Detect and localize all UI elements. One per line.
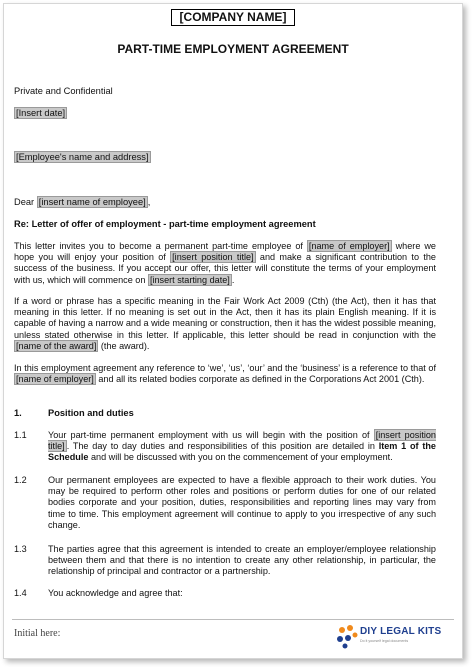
p2-text-2: (the award).	[98, 340, 150, 351]
private-confidential: Private and Confidential	[14, 86, 113, 96]
clause-number: 1.2	[14, 475, 27, 485]
p1-text-4: .	[231, 274, 235, 285]
employee-name-address-field[interactable]: [Employee's name and address]	[16, 152, 149, 162]
employer-name-field[interactable]: [name of employer]	[308, 241, 390, 251]
definitions-paragraph	[14, 296, 436, 352]
p3-text-1: In this employment agreement any reference to ‘we’, ‘us’, ‘our’ and the ‘business’ is a reference to that of	[14, 363, 436, 373]
c11-text-2: . The day to day duties and responsibilities of this position are detailed in	[66, 441, 379, 452]
clause-number: 1.3	[14, 544, 27, 554]
clause-body: You acknowledge and agree that:	[48, 588, 183, 598]
re-line: Re: Letter of offer of employment - part-time employment agreement	[14, 219, 316, 229]
section-1-title: Position and duties	[48, 408, 134, 418]
c11-text-1: Your part-time permanent employment with us will begin with the position of	[48, 430, 374, 440]
clause-body: The parties agree that this agreement is intended to create an employer/employee relationship between them and that there is no intention to create any other relationship, in particular, the relationship of principal and contractor or a partnership.	[48, 544, 436, 577]
p2-text-1: If a word or phrase has a specific meaning in the Fair Work Act 2009 (Cth) (the Act), then it has that meaning in this letter. If no meaning is set out in the Act, then it has its plain English meaning. If it is capable of having a narrow and a wide meaning or construction, then it has the widest possible meaning, unless stated otherwise in this letter. If applicable, this letter should be read in conjunction with the	[14, 296, 436, 340]
position-title-field[interactable]: [insert position title]	[172, 252, 254, 263]
insert-date-field[interactable]: [Insert date]	[16, 108, 66, 118]
diy-legal-kits-logo	[334, 621, 460, 651]
intro-paragraph	[14, 241, 436, 286]
employer-name-field-2[interactable]: [name of employer]	[16, 374, 94, 385]
c11-text-3: and will be discussed with you on the commencement of your employment.	[88, 452, 393, 463]
initial-here-label: Initial here:	[14, 628, 61, 639]
clause-body	[48, 430, 436, 464]
clause-number: 1.4	[14, 588, 27, 598]
document-page	[3, 3, 463, 659]
footer-divider	[12, 619, 454, 620]
salutation	[14, 197, 150, 207]
employee-name-field[interactable]: [insert name of employee]	[38, 197, 146, 207]
logo-tagline: Do it yourself legal documents	[360, 639, 409, 643]
p1-text-2: where we hope you will enjoy your position of	[14, 241, 436, 263]
company-name-field[interactable]: [COMPANY NAME]	[171, 9, 295, 26]
clause-body: Our permanent employees are expected to have a flexible approach to their work duties. You may be required to perform other roles and positions or perform duties for one of our related bodies corporate and your position, duties, responsibilities and reporting lines may vary from time to time. This employment agreement will continue to apply to you irrespective of any such change.	[48, 475, 436, 530]
p3-text-2: and all its related bodies corporate as defined in the Corporations Act 2001 (Cth).	[95, 374, 425, 385]
diy-legal-kits-logo-icon	[334, 621, 360, 651]
starting-date-field[interactable]: [insert starting date]	[149, 274, 230, 285]
award-name-field[interactable]: [name of the award]	[16, 340, 97, 351]
c11-schedule-ref: Item 1 of the Schedule	[48, 441, 436, 463]
date-line	[14, 108, 67, 118]
position-title-field-2[interactable]: [insert position title]	[48, 430, 436, 452]
p1-text-3: and make a significant contribution to the success of the business. If you accept our offer, this letter will constitute the terms of your employment with us, which will commence on	[14, 252, 436, 285]
logo-wordmark: DIY LEGAL KITS	[360, 626, 442, 637]
clause-number: 1.1	[14, 430, 27, 440]
dear-text: Dear	[14, 197, 35, 207]
employee-address-line	[14, 152, 151, 162]
document-title: PART-TIME EMPLOYMENT AGREEMENT	[117, 42, 349, 56]
references-paragraph	[14, 363, 436, 385]
p1-text-1: This letter invites you to become a permanent part-time employee of	[14, 241, 307, 251]
section-1-number: 1.	[14, 408, 22, 418]
dear-comma: ,	[147, 197, 151, 207]
